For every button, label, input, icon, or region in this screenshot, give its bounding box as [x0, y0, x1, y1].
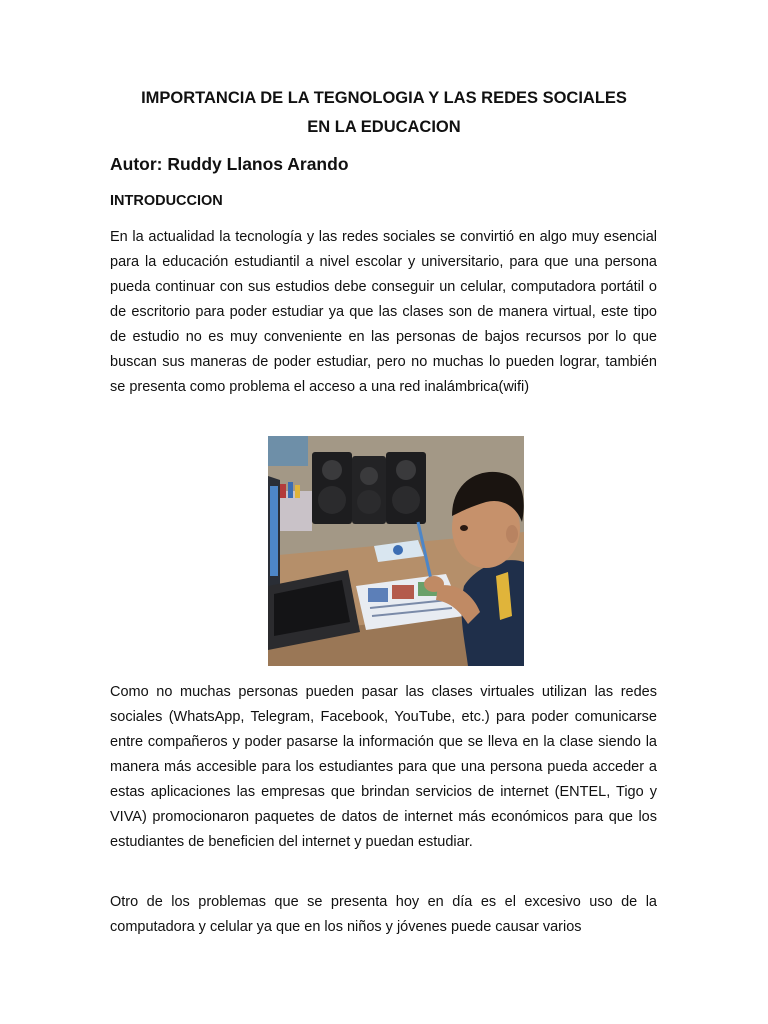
student-photo: [268, 436, 524, 666]
paragraph-problems: Otro de los problemas que se presenta hoy en día es el excesivo uso de la computadora y celular ya que en los niños y jóvenes puede causar varios: [110, 894, 657, 935]
document-title: [100, 84, 668, 142]
section-heading: INTRODUCCION: [110, 193, 223, 209]
author-line: Autor: Ruddy Llanos Arando: [110, 154, 349, 174]
paragraph-social-networks: Como no muchas personas pueden pasar las clases virtuales utilizan las redes sociales (WhatsApp, Telegram, Facebook, YouTube, etc.) para poder comunicarse entre compañeros y poder pasarse la información que se lleva en la clase siendo la manera más accesible para los estudiantes para que una persona pueda acceder a estas aplicaciones las empresas que brindan servicios de internet (ENTEL, Tigo y VIVA) promocionaron paquetes de datos de internet más económicos para que los estudiantes de beneficien del internet y puedan estudiar.: [110, 684, 657, 850]
title-line-2: EN LA EDUCACION: [307, 118, 461, 136]
paragraph-intro: En la actualidad la tecnología y las redes sociales se convirtió en algo muy esencial para la educación estudiantil a nivel escolar y universitario, para que una persona pueda continuar con sus estudios debe conseguir un celular, computadora portátil o de escritorio para poder estudiar ya que las clases son de manera virtual, este tipo de estudio no es muy conveniente en las personas de bajos recursos por lo que buscan sus maneras de poder estudiar, pero no muchas lo pueden lograr, también se presenta como problema el acceso a una red inalámbrica(wifi): [110, 229, 657, 395]
title-line-1: IMPORTANCIA DE LA TEGNOLOGIA Y LAS REDES SOCIALES: [141, 89, 627, 107]
